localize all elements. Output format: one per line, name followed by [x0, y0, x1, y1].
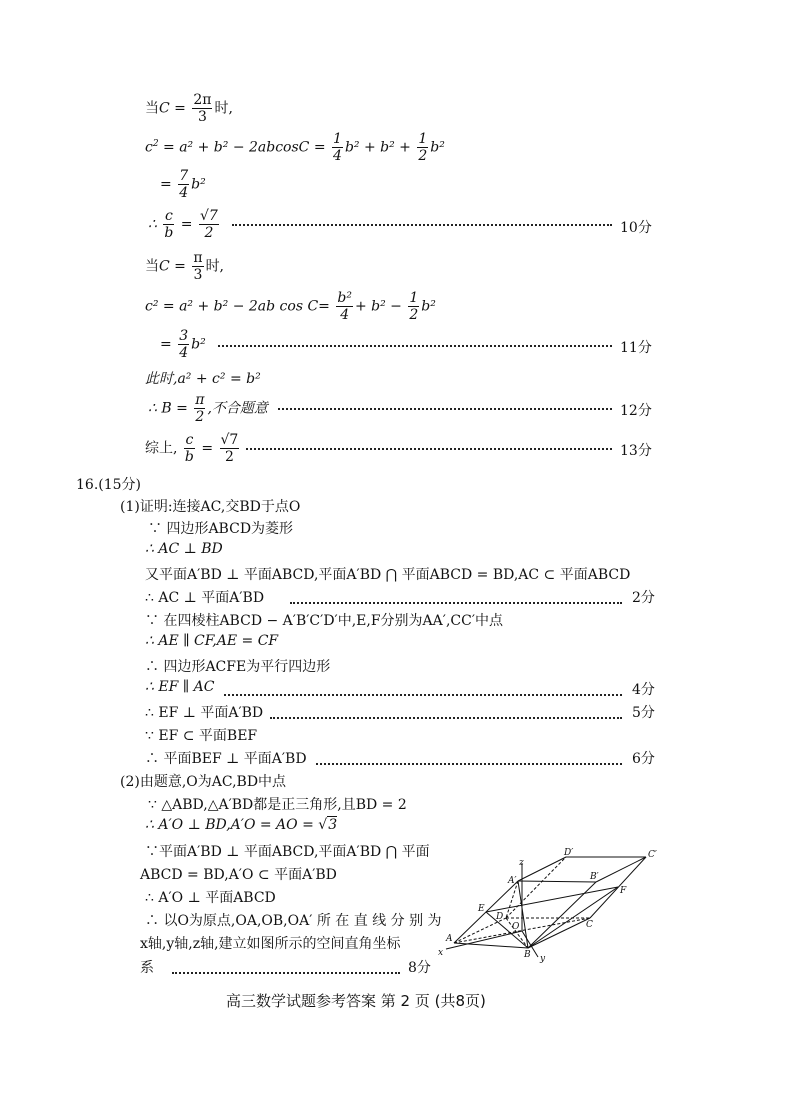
svg-text:A: A [446, 934, 453, 944]
svg-text:F: F [620, 886, 627, 896]
proof-line-8: ∴ 四边形ACFE为平行四边形 [145, 659, 331, 675]
part2-line-2: ∵ △ABD,△A′BD都是正三角形,且BD = 2 [148, 797, 407, 813]
line-case-c-2pi-3: 当C = $\frac{2\pi}{3}$ 时, [145, 92, 233, 125]
dot-leader [316, 763, 622, 765]
score-13: 13分 [620, 443, 652, 459]
score-2: 2分 [632, 590, 655, 606]
part2-line-1: (2)由题意,O为AC,BD中点 [120, 774, 287, 790]
score-12: 12分 [620, 403, 652, 419]
svg-text:C: C [586, 920, 593, 930]
proof-line-9: ∴ EF ∥ AC [145, 679, 215, 695]
line-law-of-cosines-1: $c^2 = a^2 + b^2 - 2abcosC$ = $\frac{1}{4}$ b² + b² + $\frac{1}{2}$ b² [145, 131, 445, 164]
part2-line-4: ∵平面A′BD ⊥ 平面ABCD,平面A′BD ⋂ 平面 [145, 844, 430, 860]
proof-line-7: ∴ AE ∥ CF,AE = CF [145, 633, 279, 649]
proof-line-4: 又平面A′BD ⊥ 平面ABCD,平面A′BD ⋂ 平面ABCD = BD,AC ⊂ 平面ABCD [145, 567, 631, 583]
score-10: 10分 [620, 220, 652, 236]
svg-text:D: D [496, 912, 504, 922]
svg-text:C′: C′ [648, 850, 657, 860]
part2-line-6: ∴ A′O ⊥ 平面ABCD [145, 890, 276, 906]
proof-line-2: ∵ 四边形ABCD为菱形 [148, 521, 294, 537]
dot-leader [172, 972, 400, 974]
part2-line-9: 系 [140, 960, 154, 976]
part2-line-8: x轴,y轴,z轴,建立如图所示的空间直角坐标 [140, 936, 401, 952]
score-8: 8分 [408, 960, 431, 976]
dot-leader [278, 408, 612, 410]
part2-line-3: ∴ A′O ⊥ BD,A′O = AO = √3 [145, 817, 338, 833]
line-law-of-cosines-2: c² = a² + b² − 2ab cos C= $\frac{\text{b²}}{4}$ + b² − $\frac{1}{2}$ b² [145, 290, 436, 323]
score-4: 4分 [632, 682, 655, 698]
proof-line-6: ∵ 在四棱柱ABCD − A′B′C′D′中,E,F分别为AA′,CC′中点 [145, 613, 504, 629]
part2-line-5: ABCD = BD,A′O ⊂ 平面A′BD [140, 867, 337, 883]
line-conclusion: 综上, $\frac{c}{b}$ = $\frac{√7}{2}$ [145, 432, 239, 465]
score-11: 11分 [620, 340, 652, 356]
svg-text:x: x [438, 948, 444, 958]
proof-line-11: ∵ EF ⊂ 平面BEF [145, 728, 258, 744]
proof-line-12: ∴ 平面BEF ⊥ 平面A′BD [145, 751, 307, 767]
line-angle-b: ∴ B = $\frac{\pi}{2}$ ,不合题意 [148, 392, 268, 425]
dot-leader [270, 717, 622, 719]
svg-text:z: z [519, 858, 524, 868]
proof-line-1: (1)证明:连接AC,交BD于点O [120, 499, 301, 515]
svg-text:A′: A′ [508, 876, 517, 886]
dot-leader [224, 694, 622, 696]
svg-text:E: E [478, 904, 485, 914]
dot-leader [218, 345, 612, 347]
score-6: 6分 [632, 751, 655, 767]
line-pythagorean: 此时,a² + c² = b² [145, 371, 261, 387]
svg-text:y: y [540, 954, 546, 964]
line-three-quarters: = $\frac{3}{4}$ b² [160, 328, 206, 361]
fraction-2pi-over-3: $\frac{2\pi}{3}$ [193, 92, 212, 125]
dot-leader [246, 448, 612, 450]
page-footer: 高三数学试题参考答案 第 2 页 (共8页) [226, 992, 486, 1010]
proof-line-3: ∴ AC ⊥ BD [145, 541, 223, 557]
svg-text:B: B [524, 950, 531, 960]
proof-line-5: ∴ AC ⊥ 平面A′BD [145, 590, 265, 606]
line-ratio-result-1: ∴ $\frac{c}{b}$ = $\frac{√7}{2}$ [148, 208, 218, 241]
dot-leader [232, 224, 612, 226]
line-case-c-pi-3: 当C = $\frac{\pi}{3}$ 时, [145, 250, 225, 283]
dot-leader [290, 602, 622, 604]
problem-16-heading: 16.(15分) [76, 477, 142, 493]
score-5: 5分 [632, 705, 655, 721]
proof-line-10: ∴ EF ⊥ 平面A′BD [145, 705, 264, 721]
line-seven-quarters: = $\frac{7}{4}$ b² [160, 168, 206, 201]
part2-line-7: ∴ 以O为原点,OA,OB,OA′ 所 在 直 线 分 别 为 [145, 913, 442, 929]
svg-text:B′: B′ [590, 872, 599, 882]
svg-text:D′: D′ [564, 848, 574, 858]
parallelepiped-figure [434, 845, 674, 975]
svg-text:O: O [512, 922, 520, 932]
